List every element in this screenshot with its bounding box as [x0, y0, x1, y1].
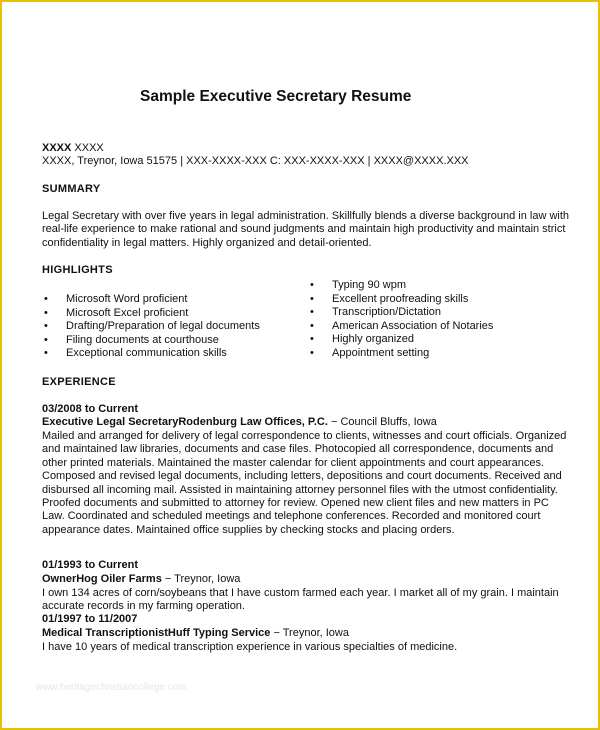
job-title-text: Executive Legal SecretaryRodenburg Law Offices, P.C.	[42, 416, 328, 428]
page-title: Sample Executive Secretary Resume	[140, 88, 412, 105]
highlight-item: • Filing documents at courthouse	[42, 334, 307, 348]
highlight-item: • Microsoft Excel proficient	[42, 307, 307, 321]
job-title	[42, 416, 437, 429]
highlights-right-list	[308, 279, 568, 361]
job-description: I have 10 years of medical transcription experience in various specialties of medicine.	[42, 641, 458, 653]
job-dates: 03/2008 to Current	[42, 403, 138, 415]
job-title	[42, 573, 240, 586]
summary-text: Legal Secretary with over five years in legal administration. Skillfully blends a diverse background in law with real-life experience to make rational and sound judgments and maintain high productivity and maintain strict confidentiality in legal matters. Highly organized and detail-oriented.	[42, 210, 570, 249]
highlight-item: • Microsoft Word proficient	[42, 293, 307, 307]
highlight-item: • Highly organized	[308, 333, 568, 347]
job-location: − Council Bluffs, Iowa	[327, 416, 437, 428]
job-description: I own 134 acres of corn/soybeans that I have custom farmed each year. I market all of my grain. I maintain accurate records in my farming operation.	[42, 587, 559, 613]
highlight-item: • Appointment setting	[308, 347, 568, 361]
job-dates: 01/1993 to Current	[42, 559, 138, 571]
job-description: Mailed and arranged for delivery of legal correspondence to clients, witnesses and court officials. Organized and maintained law libraries, documents and case files. Photocopied all correspondence, documents and other printed materials. Maintained the master calendar for client appointments and court appearances. Composed and revised legal documents, including letters, depositions and court documents. Received and disbursed all incoming mail. Assisted in maintaining attorney personnel files with the utmost confidentiality. Proofed documents and submitted to attorney for review. Opened new client files and new matters in PC Law. Coordinated and scheduled meetings and telephone conferences. Recorded and monitored court appearance dates. Maintained office supplies by checking stocks and placing orders.	[42, 430, 567, 536]
job-location: − Treynor, Iowa	[270, 627, 349, 639]
candidate-name	[42, 142, 104, 155]
highlight-item: • Drafting/Preparation of legal documents	[42, 320, 307, 334]
highlight-item: • Typing 90 wpm	[308, 279, 568, 293]
job-title	[42, 627, 349, 640]
highlight-item: • Exceptional communication skills	[42, 347, 307, 361]
job-location: − Treynor, Iowa	[161, 573, 241, 585]
highlights-heading: HIGHLIGHTS	[42, 264, 113, 276]
watermark-text: www.heritagechristiancollege.com	[36, 682, 187, 693]
job-title-text: OwnerHog Oiler Farms	[42, 573, 162, 585]
contact-info: XXXX, Treynor, Iowa 51575 | XXX-XXXX-XXX C: XXX-XXXX-XXX | XXXX@XXXX.XXX	[42, 155, 469, 167]
job-title-text: Medical TranscriptionistHuff Typing Service	[42, 627, 271, 639]
name-rest: XXXX	[74, 142, 104, 154]
summary-heading: SUMMARY	[42, 183, 101, 195]
highlight-item: • American Association of Notaries	[308, 320, 568, 334]
name-bold: XXXX	[42, 142, 72, 154]
job-dates: 01/1997 to 11/2007	[42, 613, 138, 625]
highlight-item: • Transcription/Dictation	[308, 306, 568, 320]
highlight-item: • Excellent proofreading skills	[308, 293, 568, 307]
highlights-left-list	[42, 293, 307, 361]
experience-heading: EXPERIENCE	[42, 376, 116, 388]
